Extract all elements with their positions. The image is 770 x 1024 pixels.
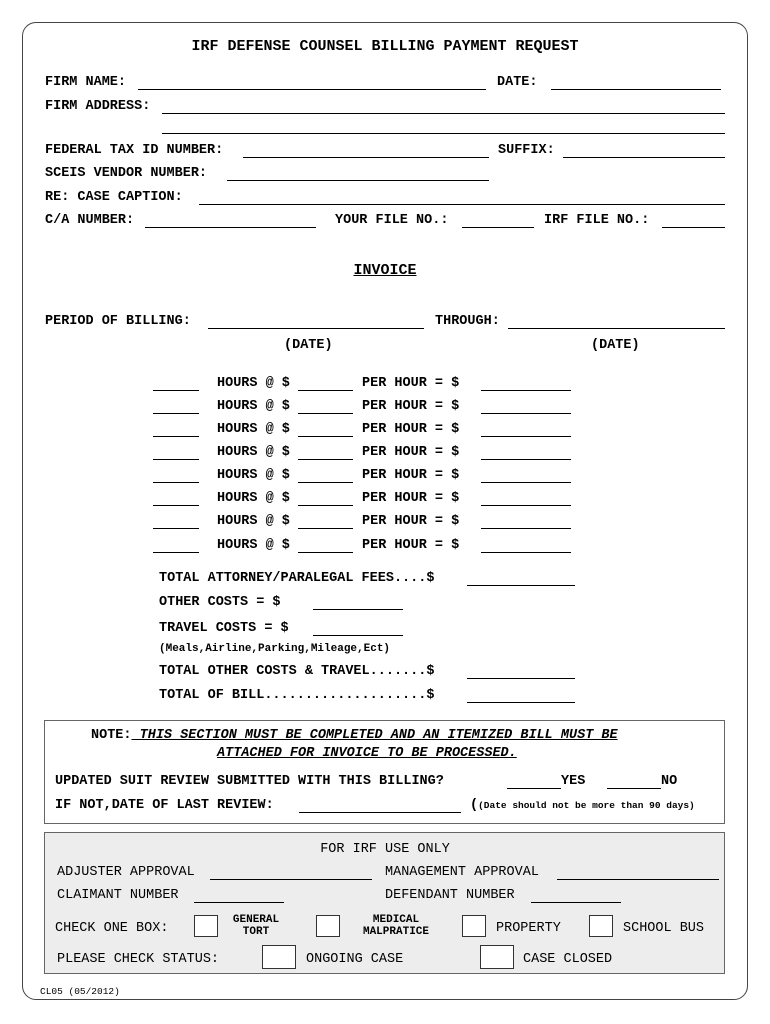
hours-field[interactable] (153, 459, 199, 460)
last-review-label: IF NOT,DATE OF LAST REVIEW: (55, 798, 274, 813)
amount-field[interactable] (481, 528, 571, 529)
last-review-note-text: (Date should not be more than 90 days) (478, 800, 695, 811)
hours-label: HOURS @ $ (217, 491, 290, 506)
no-label: NO (661, 774, 678, 789)
date-field[interactable] (551, 89, 721, 90)
suffix-label: SUFFIX: (498, 143, 555, 158)
firm-address-field-1[interactable] (162, 113, 725, 114)
per-hour-label: PER HOUR = $ (362, 376, 460, 391)
other-costs-label: OTHER COSTS = $ (159, 595, 281, 610)
total-bill-label: TOTAL OF BILL....................$ (159, 688, 435, 703)
note-line-2: ATTACHED FOR INVOICE TO BE PROCESSED. (217, 746, 517, 761)
hours-field[interactable] (153, 413, 199, 414)
firm-name-label: FIRM NAME: (45, 75, 127, 90)
amount-field[interactable] (481, 459, 571, 460)
no-field[interactable] (607, 788, 661, 789)
check-one-label: CHECK ONE BOX: (55, 921, 169, 936)
claimant-field[interactable] (194, 902, 284, 903)
rate-field[interactable] (298, 552, 353, 553)
firm-address-label: FIRM ADDRESS: (45, 99, 151, 114)
management-label: MANAGEMENT APPROVAL (385, 865, 539, 880)
general-tort-checkbox[interactable] (194, 915, 218, 937)
general-tort-line-2: TORT (242, 926, 270, 938)
amount-field[interactable] (481, 413, 571, 414)
note-text-line-1 (91, 728, 618, 744)
irf-file-field[interactable] (662, 227, 725, 228)
yes-field[interactable] (507, 788, 561, 789)
hours-field[interactable] (153, 528, 199, 529)
irf-file-label: IRF FILE NO.: (544, 213, 650, 228)
rate-field[interactable] (298, 436, 353, 437)
medical-line-1: MEDICAL (372, 914, 420, 926)
suit-review-label: UPDATED SUIT REVIEW SUBMITTED WITH THIS BILLING? (55, 774, 444, 789)
per-hour-label: PER HOUR = $ (362, 468, 460, 483)
adjuster-field[interactable] (210, 879, 372, 880)
school-bus-label: SCHOOL BUS (623, 921, 705, 936)
ca-number-label: C/A NUMBER: (45, 213, 135, 228)
rate-field[interactable] (298, 482, 353, 483)
school-bus-checkbox[interactable] (589, 915, 613, 937)
claimant-label: CLAIMANT NUMBER (57, 888, 179, 903)
hours-label: HOURS @ $ (217, 376, 290, 391)
hours-label: HOURS @ $ (217, 538, 290, 553)
form-code: CL05 (05/2012) (40, 986, 120, 997)
general-tort-label (224, 914, 288, 938)
note-prefix: NOTE: (91, 728, 132, 743)
through-label: THROUGH: (435, 314, 500, 329)
hours-field[interactable] (153, 390, 199, 391)
period-through-field[interactable] (508, 328, 725, 329)
amount-field[interactable] (481, 552, 571, 553)
other-costs-field[interactable] (313, 609, 403, 610)
rate-field[interactable] (298, 505, 353, 506)
hours-label: HOURS @ $ (217, 468, 290, 483)
date-caption-through: (DATE) (591, 338, 640, 353)
hours-label: HOURS @ $ (217, 399, 290, 414)
period-label: PERIOD OF BILLING: (45, 314, 191, 329)
date-caption-from: (DATE) (284, 338, 333, 353)
federal-tax-id-field[interactable] (243, 157, 489, 158)
sceis-vendor-field[interactable] (227, 180, 489, 181)
period-from-field[interactable] (208, 328, 424, 329)
per-hour-label: PER HOUR = $ (362, 538, 460, 553)
medical-line-2: MALPRATICE (362, 926, 429, 938)
total-other-field[interactable] (467, 678, 575, 679)
rate-field[interactable] (298, 459, 353, 460)
total-other-label: TOTAL OTHER COSTS & TRAVEL.......$ (159, 664, 435, 679)
note-line-1: THIS SECTION MUST BE COMPLETED AND AN ITEMIZED BILL MUST BE (131, 728, 618, 743)
last-review-note: ((Date should not be more than 90 days) (470, 798, 695, 813)
case-caption-field[interactable] (199, 204, 725, 205)
management-field[interactable] (557, 879, 719, 880)
amount-field[interactable] (481, 436, 571, 437)
hours-field[interactable] (153, 505, 199, 506)
form-title: IRF DEFENSE COUNSEL BILLING PAYMENT REQUEST (191, 38, 579, 55)
hours-field[interactable] (153, 552, 199, 553)
travel-costs-label: TRAVEL COSTS = $ (159, 621, 289, 636)
irf-use-heading: FOR IRF USE ONLY (320, 842, 450, 857)
your-file-field[interactable] (462, 227, 534, 228)
your-file-label: YOUR FILE NO.: (335, 213, 449, 228)
defendant-field[interactable] (531, 902, 621, 903)
ca-number-field[interactable] (145, 227, 316, 228)
case-caption-label: RE: CASE CAPTION: (45, 190, 183, 205)
total-fees-field[interactable] (467, 585, 575, 586)
per-hour-label: PER HOUR = $ (362, 514, 460, 529)
hours-label: HOURS @ $ (217, 514, 290, 529)
ongoing-label: ONGOING CASE (306, 952, 404, 967)
amount-field[interactable] (481, 482, 571, 483)
yes-label: YES (561, 774, 586, 789)
medical-malpractice-label (350, 914, 442, 938)
amount-field[interactable] (481, 505, 571, 506)
travel-costs-field[interactable] (313, 635, 403, 636)
hours-label: HOURS @ $ (217, 422, 290, 437)
rate-field[interactable] (298, 390, 353, 391)
amount-field[interactable] (481, 390, 571, 391)
status-label: PLEASE CHECK STATUS: (57, 952, 220, 967)
property-checkbox[interactable] (462, 915, 486, 937)
invoice-heading: INVOICE (353, 262, 417, 279)
firm-address-field-2[interactable] (162, 133, 725, 134)
property-label: PROPERTY (496, 921, 561, 936)
per-hour-label: PER HOUR = $ (362, 399, 460, 414)
federal-tax-id-label: FEDERAL TAX ID NUMBER: (45, 143, 224, 158)
firm-name-field[interactable] (138, 89, 486, 90)
hours-field[interactable] (153, 482, 199, 483)
suffix-field[interactable] (563, 157, 725, 158)
date-label: DATE: (497, 75, 538, 90)
defendant-label: DEFENDANT NUMBER (385, 888, 515, 903)
travel-note: (Meals,Airline,Parking,Mileage,Ect) (159, 643, 391, 655)
closed-label: CASE CLOSED (523, 952, 613, 967)
per-hour-label: PER HOUR = $ (362, 445, 460, 460)
total-fees-label: TOTAL ATTORNEY/PARALEGAL FEES....$ (159, 571, 435, 586)
hours-field[interactable] (153, 436, 199, 437)
sceis-vendor-label: SCEIS VENDOR NUMBER: (45, 166, 208, 181)
hours-label: HOURS @ $ (217, 445, 290, 460)
case-closed-checkbox[interactable] (480, 945, 514, 969)
adjuster-label: ADJUSTER APPROVAL (57, 865, 195, 880)
medical-malpractice-checkbox[interactable] (316, 915, 340, 937)
last-review-field[interactable] (299, 812, 461, 813)
rate-field[interactable] (298, 528, 353, 529)
total-bill-field[interactable] (467, 702, 575, 703)
ongoing-case-checkbox[interactable] (262, 945, 296, 969)
general-tort-line-1: GENERAL (232, 914, 280, 926)
per-hour-label: PER HOUR = $ (362, 422, 460, 437)
rate-field[interactable] (298, 413, 353, 414)
per-hour-label: PER HOUR = $ (362, 491, 460, 506)
